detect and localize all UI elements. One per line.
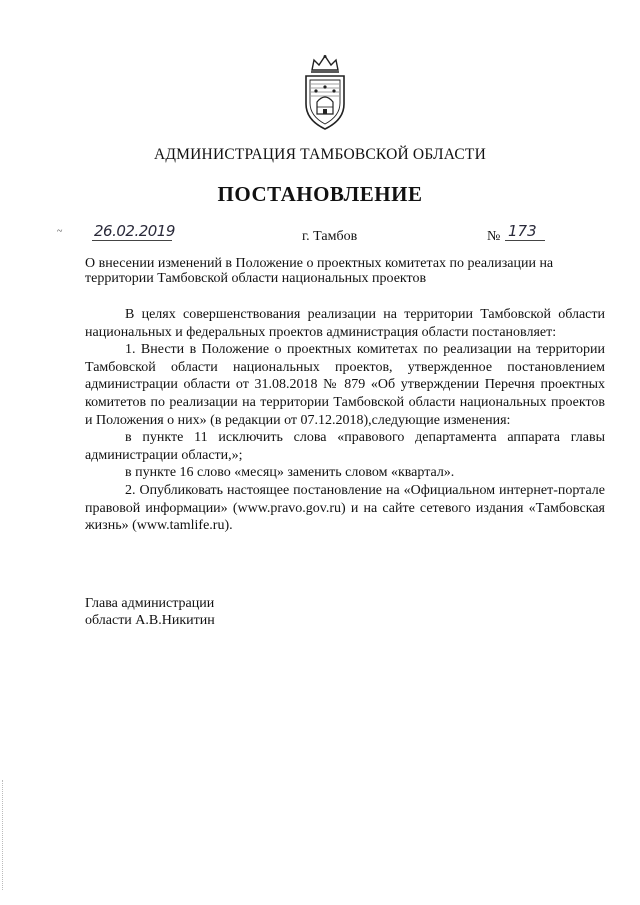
- organization-title: АДМИНИСТРАЦИЯ ТАМБОВСКОЙ ОБЛАСТИ: [154, 146, 486, 163]
- signature-block: [85, 595, 215, 629]
- number-underline: [505, 240, 545, 241]
- signature-name: области А.В.Никитин: [85, 613, 215, 628]
- scan-edge-marks: [2, 780, 7, 890]
- body-paragraph: 1. Внести в Положение о проектных комитетах по реализации на территории Тамбовской области национальных проектов, утвержденное постановлением администрации области от 31.08.2018 № 879 «Об утверждении Перечня проектных комитетов по реализации на территории Тамбовской области национальных проектов и Положения о них» (в редакции от 07.12.2018),следующие изменения:: [85, 342, 605, 428]
- body-paragraph: в пункте 11 исключить слова «правового департамента аппарата главы администрации области,»;: [85, 430, 605, 463]
- document-body: [85, 306, 605, 535]
- date-underline: [92, 240, 172, 241]
- document-number-label: №: [487, 229, 501, 244]
- body-paragraph: В целях совершенствования реализации на территории Тамбовской области национальных и федеральных проектов администрация области постановляет:: [85, 307, 605, 340]
- body-paragraph: 2. Опубликовать настоящее постановление на «Официальном интернет-портале правовой информации» (www.pravo.gov.ru) и на сайте сетевого издания «Тамбовская жизнь» (www.tamlife.ru).: [85, 482, 605, 534]
- margin-mark: ~: [57, 226, 63, 237]
- document-date: 26.02.2019: [94, 222, 175, 240]
- body-paragraph: в пункте 16 слово «месяц» заменить словом «квартал».: [125, 465, 455, 481]
- document-subject: О внесении изменений в Положение о проектных комитетах по реализации на территории Тамбовской области национальных проектов: [85, 256, 554, 286]
- signature-title: Глава администрации: [85, 596, 215, 611]
- document-type-title: ПОСТАНОВЛЕНИЕ: [217, 182, 423, 206]
- coat-of-arms-icon: [300, 54, 350, 134]
- document-number: 173: [508, 222, 537, 240]
- document-city: г. Тамбов: [302, 229, 358, 244]
